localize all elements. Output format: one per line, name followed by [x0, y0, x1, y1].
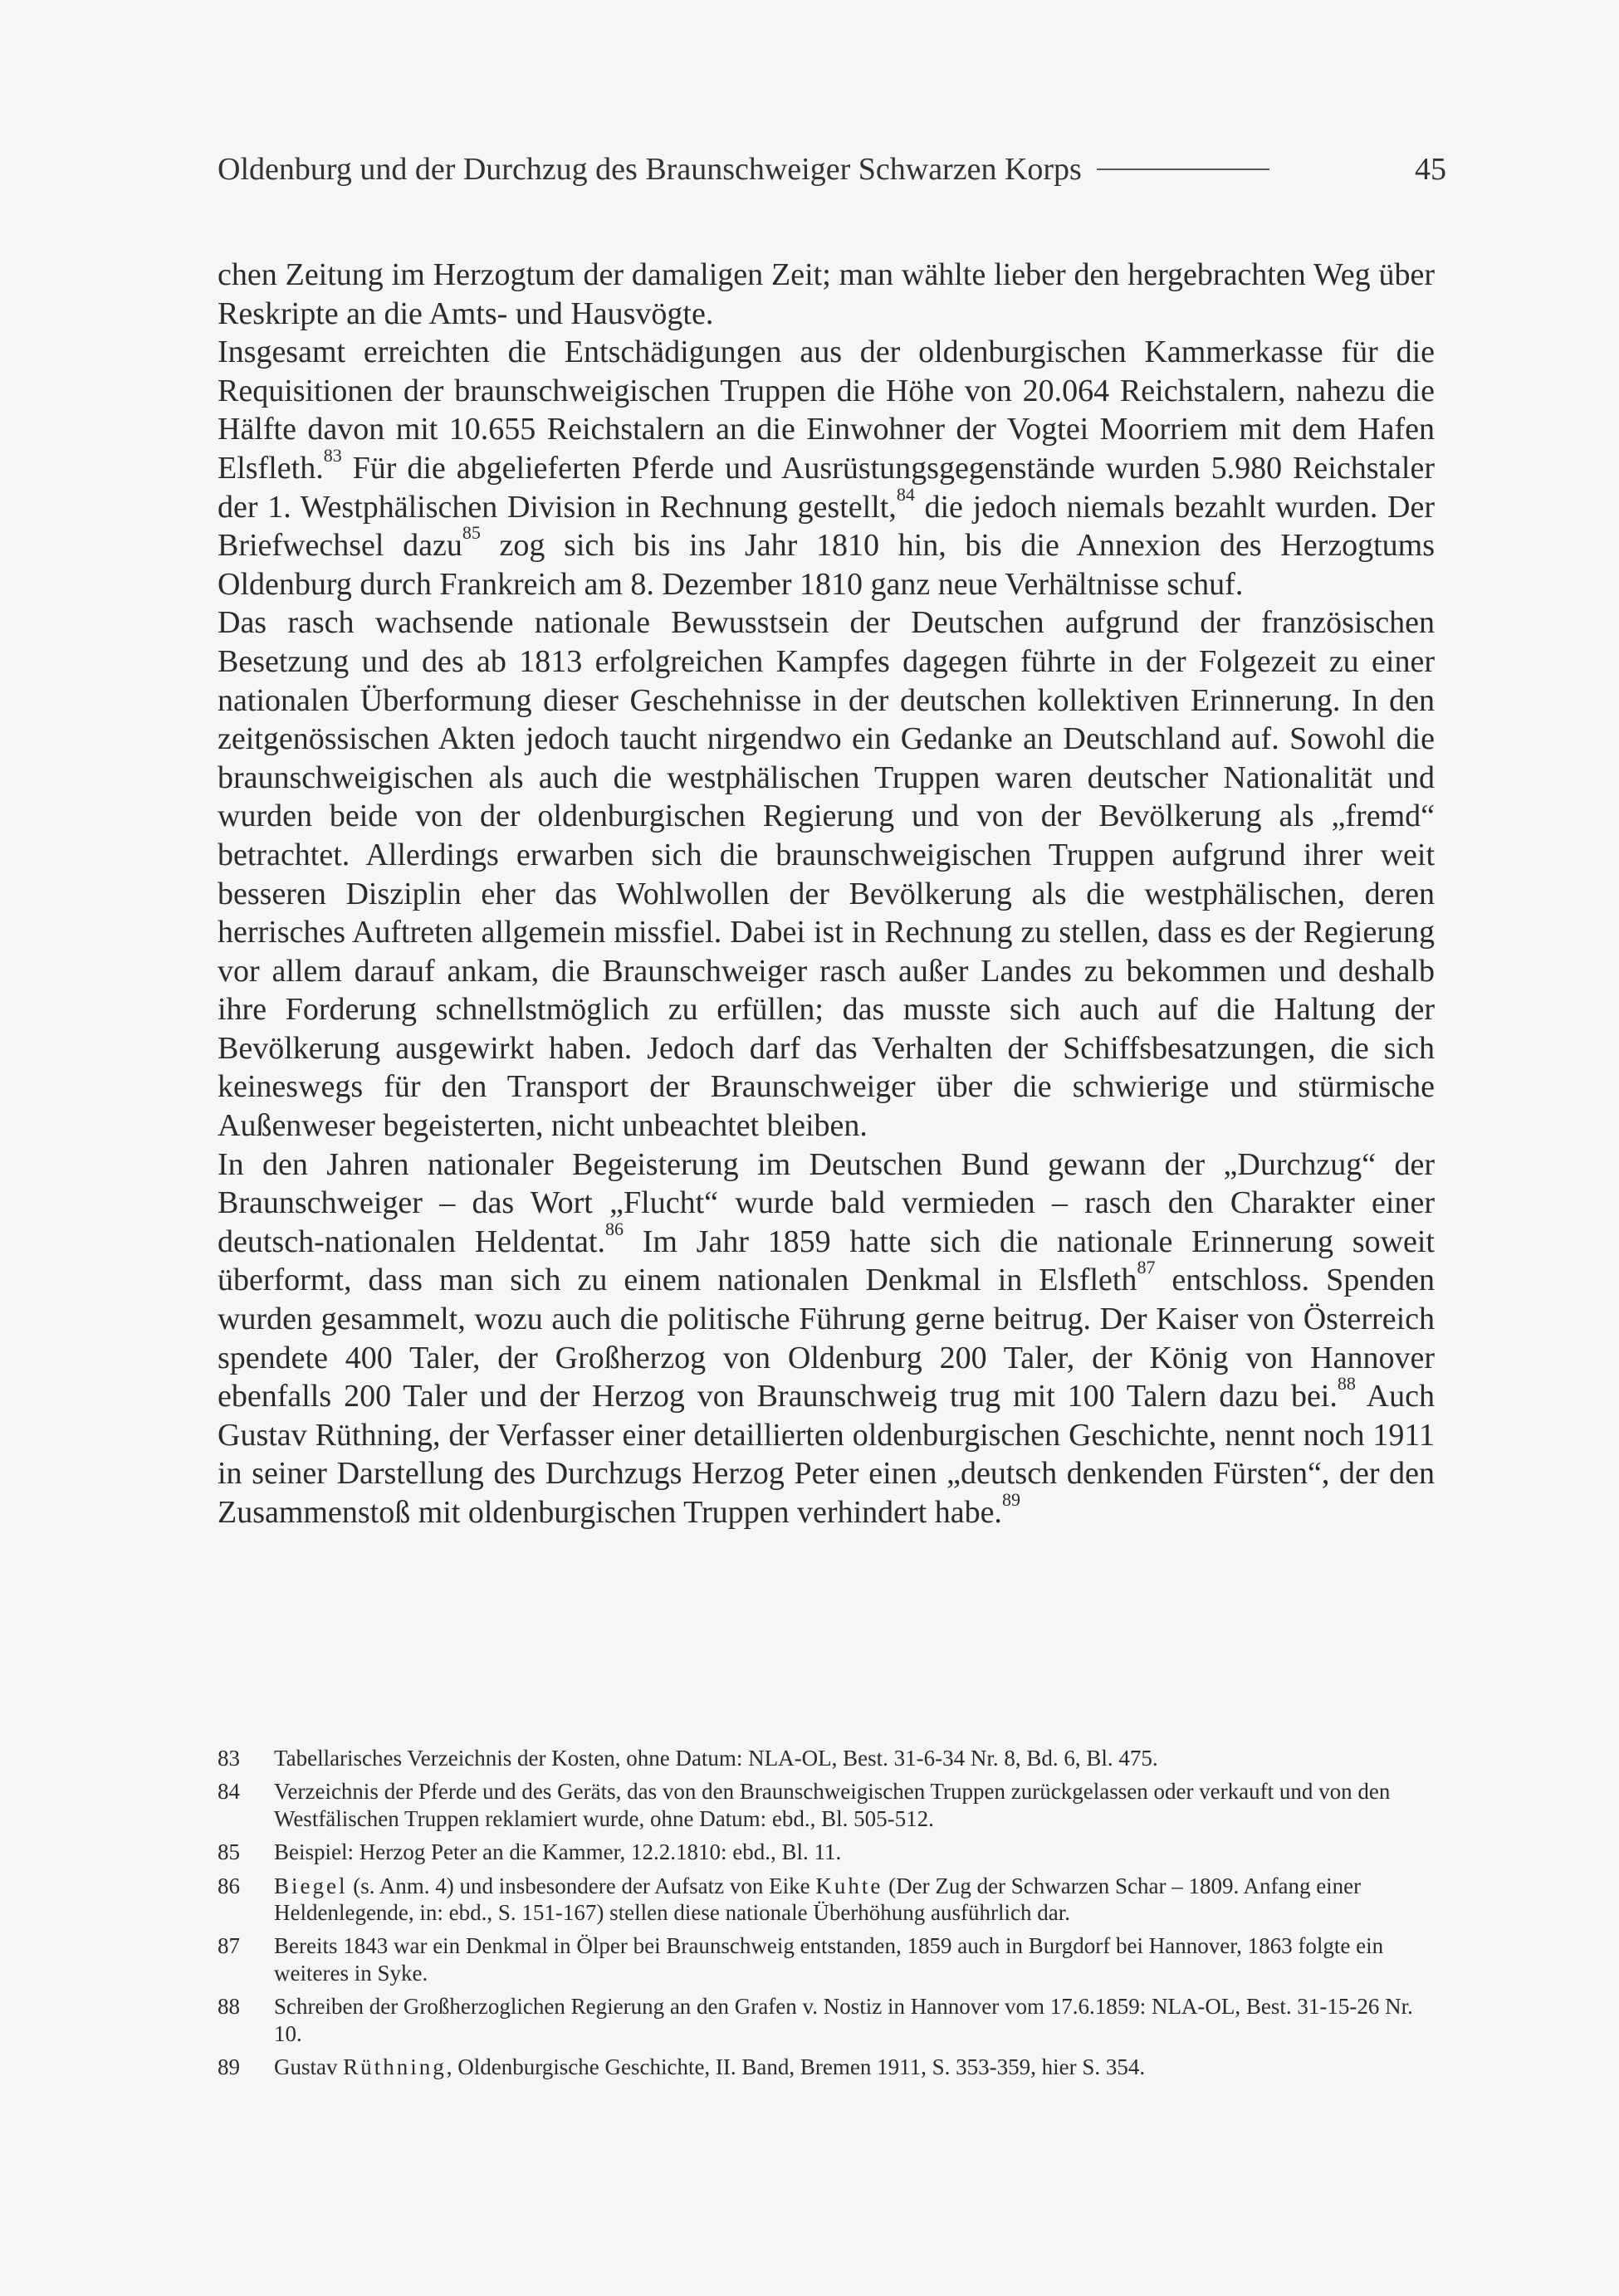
footnote-number: 84: [218, 1779, 240, 1805]
text-run: entschloss. Spenden wurden gesammelt, wozu auch die politische Führung gerne beitrug. Der Kaiser von Österreich spendete 400 Taler, der Großherzog von Oldenburg 200 Taler, der König von Hannover ebenfalls 200 Taler und der Herzog von Braunschweig trug mit 100 Talern dazu bei.: [218, 1263, 1435, 1414]
footnote-ref[interactable]: 85: [462, 522, 481, 544]
footnote-text: Beispiel: Herzog Peter an die Kammer, 12.2.1810: ebd., Bl. 11.: [274, 1839, 842, 1865]
footnote-number: 87: [218, 1933, 240, 1959]
author-name: Rüthning: [343, 2054, 447, 2080]
running-header: [218, 151, 1446, 188]
paragraph: [218, 1146, 1435, 1532]
footnote: [218, 2054, 1435, 2080]
footnote-ref[interactable]: 89: [1001, 1489, 1020, 1511]
text-run: , Oldenburgische Geschichte, II. Band, Bremen 1911, S. 353-359, hier S. 354.: [446, 2054, 1146, 2080]
author-name: Biegel: [274, 1873, 348, 1898]
page-number: 45: [1415, 152, 1446, 187]
footnote-ref[interactable]: 87: [1137, 1257, 1156, 1278]
footnote: [218, 1932, 1435, 1986]
footnote-ref[interactable]: 86: [604, 1219, 624, 1240]
text-run: In den Jahren nationaler Begeisterung im Deutschen Bund gewann der „Durchzug“ der Braunschweiger – das Wort „Flucht“ wurde bald vermieden – rasch den Charakter einer deutsch-nationalen Heldentat.: [218, 1146, 1435, 1259]
footnote: [218, 1778, 1435, 1832]
footnote: [218, 1839, 1435, 1865]
text-run: Gustav: [274, 2054, 344, 2080]
paragraph: Das rasch wachsende nationale Bewusstsein der Deutschen aufgrund der französischen Besetzung und des ab 1813 erfolgreichen Kampfes dagegen führte in der Folgezeit zu einer nationalen Überformung dieser Geschehnisse in der deutschen kollektiven Erinnerung. In den zeitgenössischen Akten jedoch taucht nirgendwo ein Gedanke an Deutschland auf. Sowohl die braunschweigischen als auch die westphälischen Truppen waren deutscher Nationalität und wurden beide von der oldenburgischen Regierung und von der Bevölkerung als „fremd“ betrachtet. Allerdings erwarben sich die braunschweigischen Truppen aufgrund ihrer weit besseren Disziplin eher das Wohlwollen der Bevölkerung als die westphälischen, deren herrisches Auftreten allgemein missfiel. Dabei ist in Rechnung zu stellen, dass es der Regierung vor allem darauf ankam, die Braunschweiger rasch außer Landes zu bekommen und deshalb ihre Forderung schnellstmöglich zu erfüllen; das musste sich auch auf die Haltung der Bevölkerung ausgewirkt haben. Jedoch darf das Verhalten der Schiffsbesatzungen, die sich keineswegs für den Transport der Braunschweiger über die schwierige und stürmische Außenweser begeisterten, nicht unbeachtet bleiben.: [218, 605, 1435, 1144]
footnote-text: [274, 1873, 1435, 1927]
author-name: Kuhte: [815, 1873, 883, 1898]
footnote: [218, 1993, 1435, 2047]
text-run: die jedoch niemals bezahlt wurden. Der Briefwechsel dazu: [218, 489, 1436, 564]
footnote-text: [274, 2054, 1435, 2080]
text-run: (Der Zug der Schwarzen Schar – 1809. Anfang einer Heldenlegende, in: ebd., S. 151-167) stellen diese nationale Überhöhung ausführlich dar.: [274, 1873, 1362, 1926]
footnote: [218, 1745, 1435, 1771]
footnote-text: Tabellarisches Verzeichnis der Kosten, ohne Datum: NLA-OL, Best. 31-6-34 Nr. 8, Bd. 6, Bl. 475.: [274, 1746, 1158, 1771]
paragraph: [218, 333, 1435, 603]
footnote-ref[interactable]: 83: [323, 445, 342, 467]
paragraph: chen Zeitung im Herzogtum der damaligen Zeit; man wählte lieber den hergebrachten Weg über Reskripte an die Amts- und Hausvögte.: [218, 257, 1435, 331]
footnote-text: Bereits 1843 war ein Denkmal in Ölper bei Braunschweig entstanden, 1859 auch in Burgdorf bei Hannover, 1863 folgte ein weiteres in Syke.: [274, 1933, 1384, 1986]
text-run: (s. Anm. 4) und insbesondere der Aufsatz von Eike: [347, 1873, 816, 1898]
running-title: Oldenburg und der Durchzug des Braunschweiger Schwarzen Korps: [218, 152, 1082, 187]
footnote-number: 86: [218, 1873, 240, 1898]
footnote-number: 89: [218, 2054, 240, 2080]
main-text: [218, 256, 1435, 1532]
text-run: Auch Gustav Rüthning, der Verfasser einer detaillierten oldenburgischen Geschichte, nennt noch 1911 in seiner Darstellung des Durchzugs Herzog Peter einen „deutsch denkenden Fürsten“, der den Zusammenstoß mit oldenburgischen Truppen verhindert habe.: [218, 1379, 1435, 1530]
header-rule: [1097, 169, 1269, 170]
text-run: Im Jahr 1859 hatte sich die nationale Erinnerung soweit überformt, dass man sich zu einem nationalen Denkmal in Elsfleth: [218, 1224, 1435, 1298]
footnotes: [218, 1745, 1435, 2087]
footnote-ref[interactable]: 88: [1337, 1373, 1356, 1395]
footnote: [218, 1873, 1435, 1927]
text-run: zog sich bis ins Jahr 1810 hin, bis die Annexion des Herzogtums Oldenburg durch Frankreich am 8. Dezember 1810 ganz neue Verhältnisse schuf.: [218, 528, 1435, 602]
footnote-text: Schreiben der Großherzoglichen Regierung an den Grafen v. Nostiz in Hannover vom 17.6.1859: NLA-OL, Best. 31-15-26 Nr. 10.: [274, 1994, 1413, 2046]
footnote-number: 83: [218, 1746, 240, 1771]
text-run: Insgesamt erreichten die Entschädigungen aus der oldenburgischen Kammerkasse für die Requisitionen der braunschweigischen Truppen die Höhe von 20.064 Reichstalern, nahezu die Hälfte davon mit 10.655 Reichstalern an die Einwohner der Vogtei Moorriem mit dem Hafen Elsfleth.: [218, 335, 1435, 486]
text-run: Für die abgelieferten Pferde und Ausrüstungsgegenstände wurden 5.980 Reichstaler der 1. Westphälischen Division in Rechnung gestellt,: [218, 450, 1435, 525]
footnote-text: Verzeichnis der Pferde und des Geräts, das von den Braunschweigischen Truppen zurückgelassen oder verkauft und von den Westfälischen Truppen reklamiert wurde, ohne Datum: ebd., Bl. 505-512.: [274, 1779, 1391, 1831]
footnote-ref[interactable]: 84: [896, 483, 915, 505]
footnote-number: 88: [218, 1994, 240, 2020]
footnote-number: 85: [218, 1839, 240, 1865]
